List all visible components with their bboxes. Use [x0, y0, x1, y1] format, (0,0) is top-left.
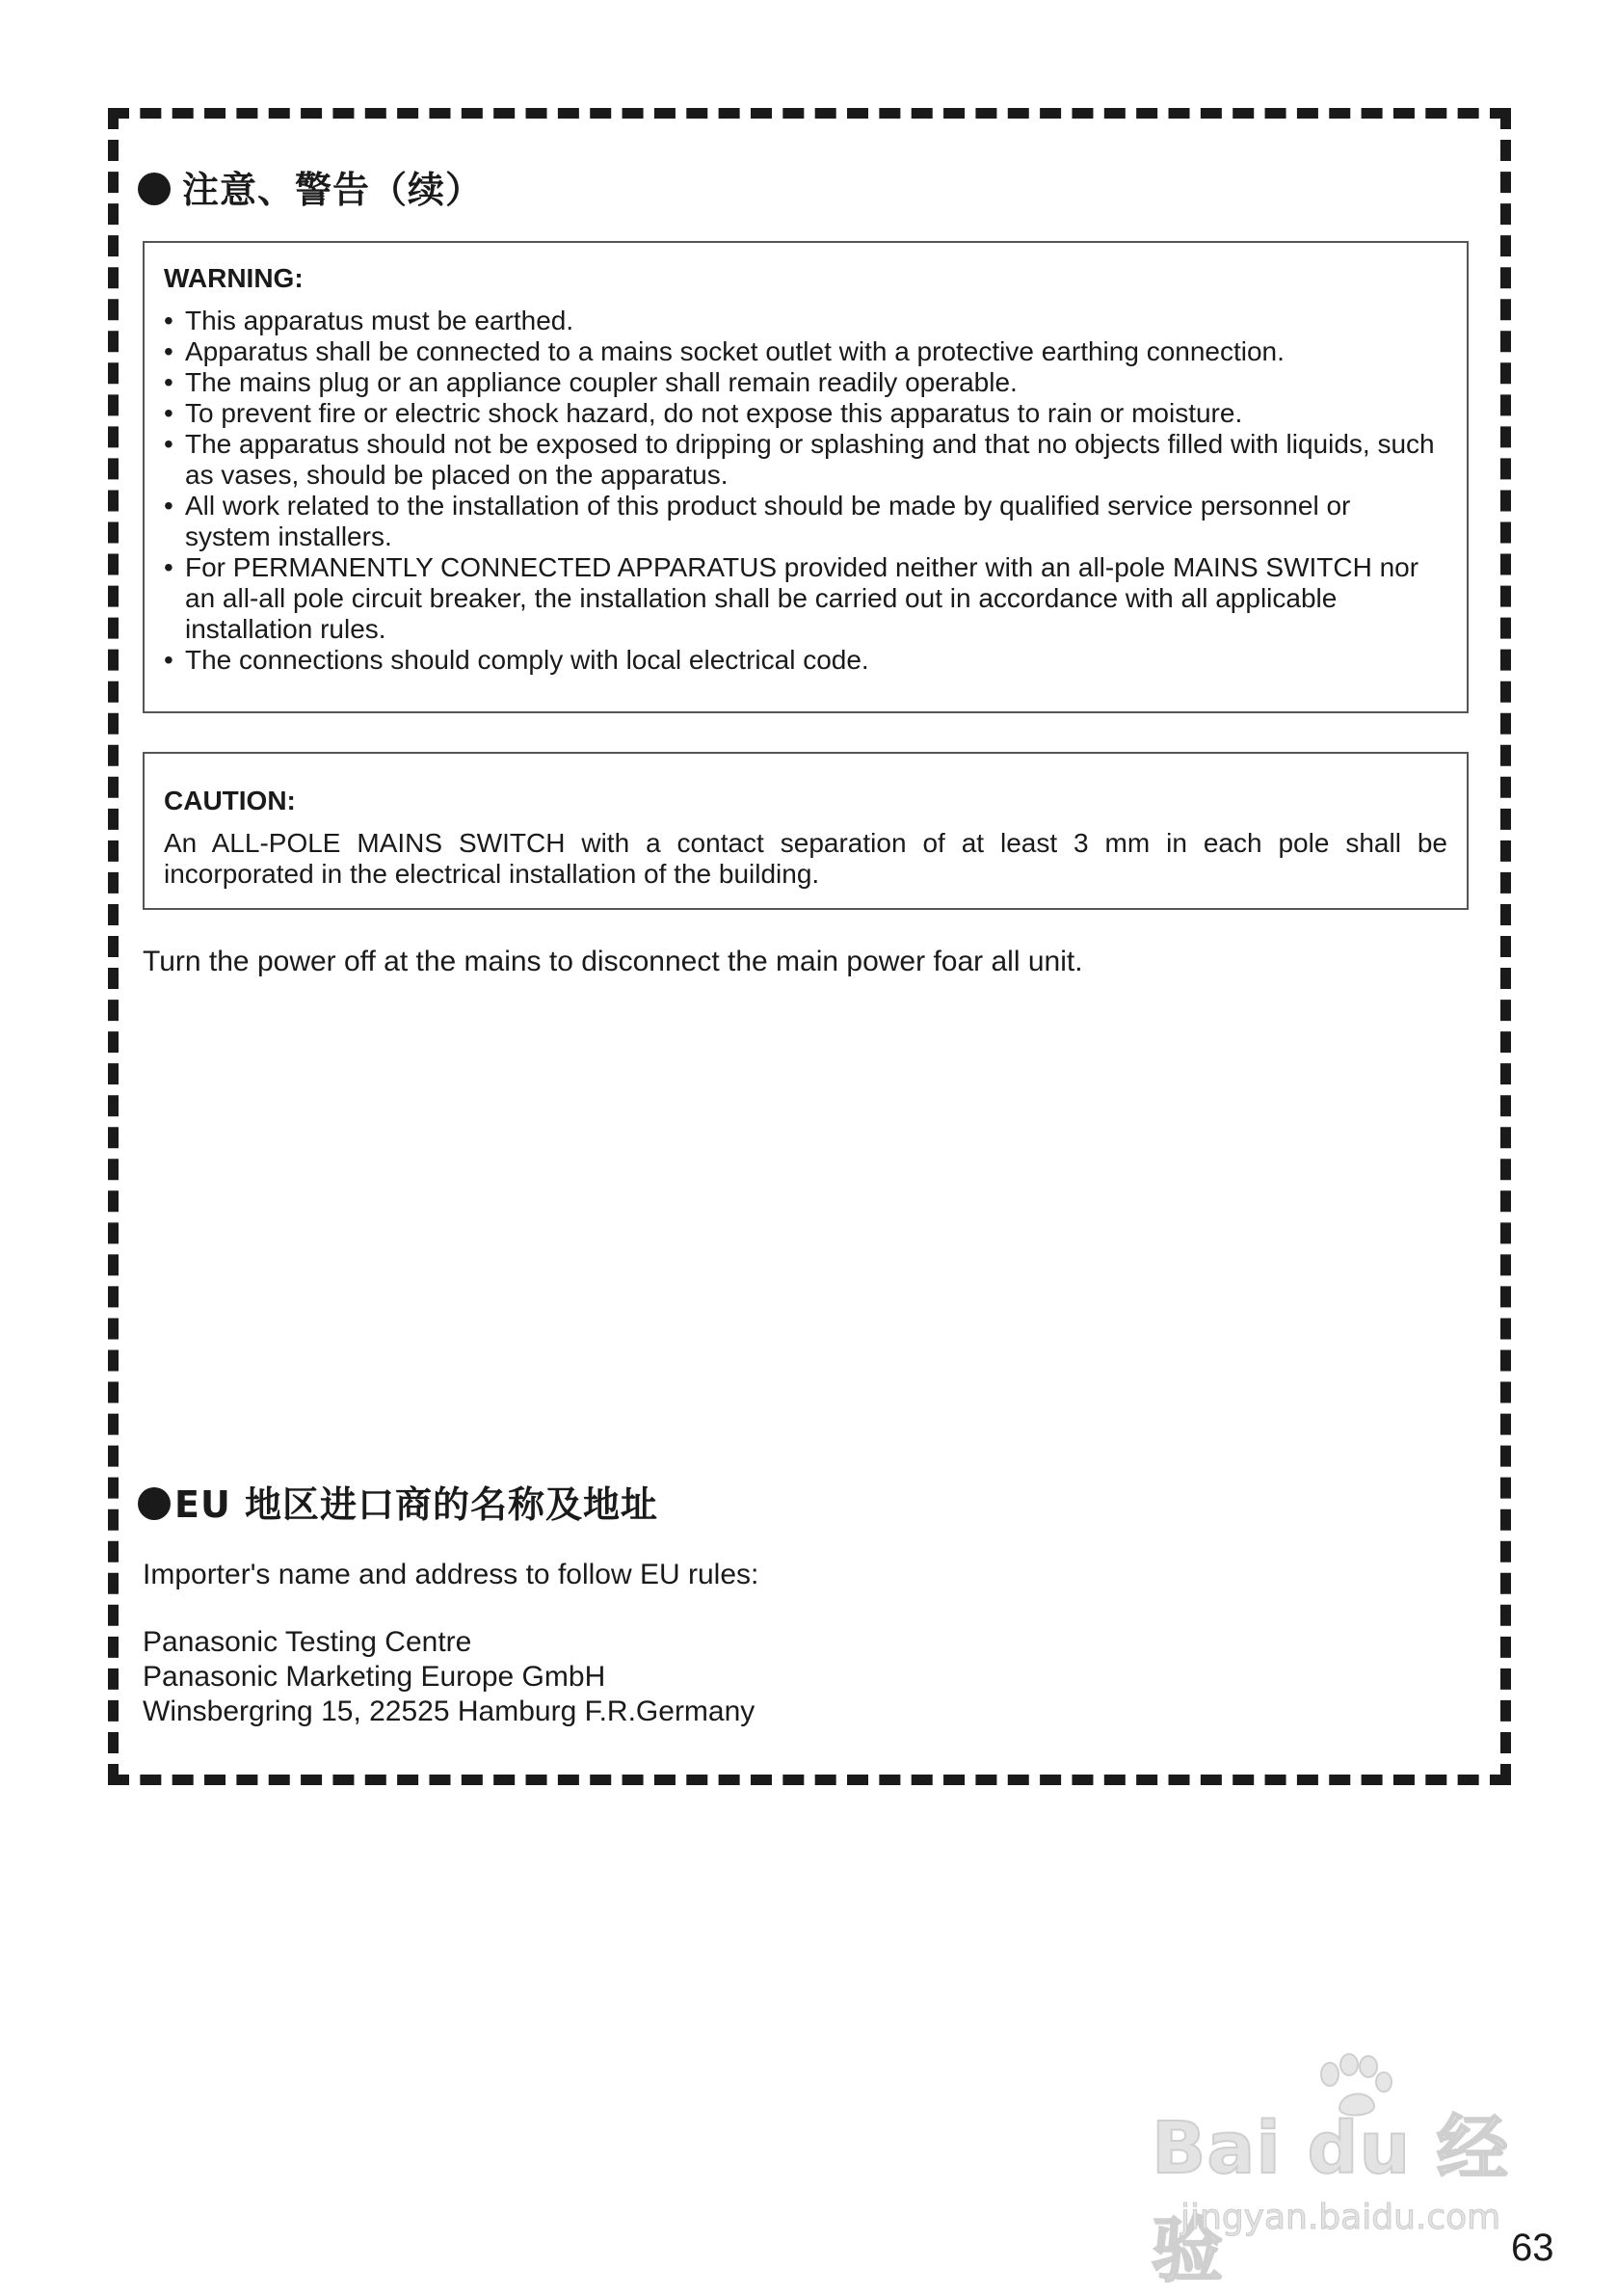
notice-section-title	[138, 160, 483, 213]
importer-address	[143, 1625, 755, 1729]
warning-item: • The apparatus should not be exposed to dripping or splashing and that no objects filled with liquids, such as vases, should be placed on the apparatus.	[164, 429, 1440, 491]
warning-item: • This apparatus must be earthed.	[164, 306, 1440, 336]
bullet-dot-icon	[138, 1487, 171, 1520]
caution-box	[143, 752, 1469, 910]
warning-item: • To prevent fire or electric shock hazard, do not expose this apparatus to rain or moisture.	[164, 398, 1440, 429]
warning-item: • Apparatus shall be connected to a mains socket outlet with a protective earthing connection.	[164, 336, 1440, 367]
power-off-note: Turn the power off at the mains to disconnect the main power foar all unit.	[143, 946, 1083, 977]
notice-title-text: 注意、警告（续）	[182, 169, 484, 211]
warning-box	[143, 241, 1469, 713]
warning-item: • For PERMANENTLY CONNECTED APPARATUS provided neither with an all-pole MAINS SWITCH nor an all-all pole circuit breaker, the installation shall be carried out in accordance with all applicable installation rules.	[164, 552, 1440, 645]
eu-section-title	[138, 1475, 658, 1528]
watermark-url: jingyan.baidu.com	[1180, 2198, 1501, 2237]
address-line: Panasonic Testing Centre	[143, 1626, 472, 1658]
address-line: Winsbergring 15, 22525 Hamburg F.R.Germany	[143, 1695, 755, 1727]
warning-item: • The connections should comply with local electrical code.	[164, 645, 1440, 676]
warning-item: • All work related to the installation of this product should be made by qualified service personnel or system installers.	[164, 491, 1440, 552]
caution-text: An ALL-POLE MAINS SWITCH with a contact separation of at least 3 mm in each pole shall be incorporated in the electrical installation of the building.	[164, 827, 1447, 889]
eu-title-text: EU 地区进口商的名称及地址	[174, 1483, 659, 1526]
warning-list	[164, 306, 1440, 676]
warning-item: • The mains plug or an appliance coupler shall remain readily operable.	[164, 367, 1440, 398]
page-number: 63	[1511, 2227, 1554, 2269]
watermark-logo-text: Bai du 经验	[1152, 2107, 1509, 2292]
bullet-dot-icon	[138, 173, 171, 205]
eu-importer-intro: Importer's name and address to follow EU rules:	[143, 1559, 759, 1590]
warning-heading: WARNING:	[164, 263, 304, 293]
address-line: Panasonic Marketing Europe GmbH	[143, 1661, 606, 1693]
caution-heading: CAUTION:	[164, 786, 296, 815]
